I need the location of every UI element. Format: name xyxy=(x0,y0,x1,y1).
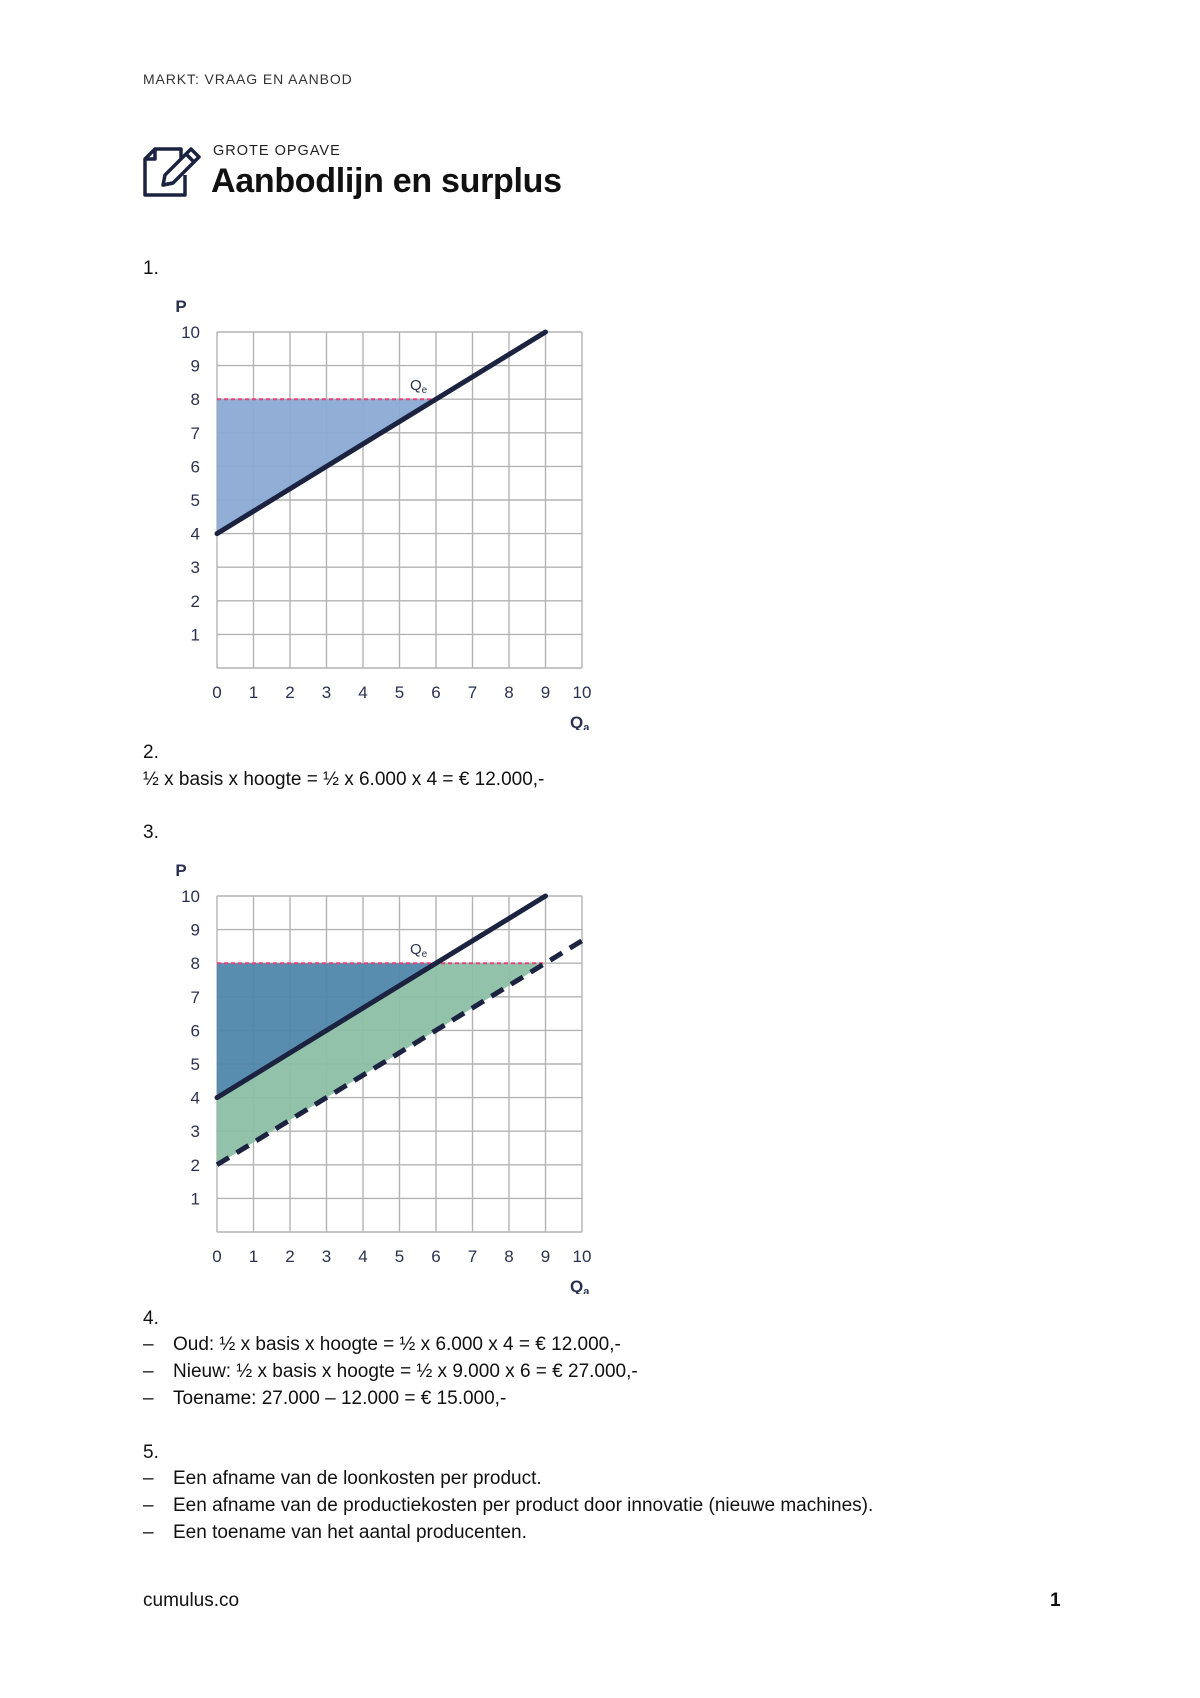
x-tick-label: 0 xyxy=(212,683,222,702)
question-5-list xyxy=(143,1465,873,1546)
y-tick-label: 10 xyxy=(181,887,200,906)
supply-chart-1 xyxy=(150,285,610,730)
x-tick-label: 8 xyxy=(504,683,514,702)
x-tick-label: 7 xyxy=(467,1247,478,1266)
y-tick-label: 3 xyxy=(190,1122,200,1142)
question-3-number: 3. xyxy=(143,822,159,843)
equilibrium-label: $Q_e$ xyxy=(410,941,428,961)
question-4-list xyxy=(143,1331,638,1412)
y-tick-label: 3 xyxy=(190,558,200,578)
y-axis-label: P xyxy=(175,297,187,316)
x-tick-label: 10 xyxy=(572,683,592,702)
y-tick-label: 10 xyxy=(181,323,200,342)
question-1-number: 1. xyxy=(143,258,159,279)
x-tick-label: 1 xyxy=(248,1247,259,1266)
x-axis-label-sub: a xyxy=(583,1286,590,1294)
y-tick-label: 4 xyxy=(190,524,200,544)
x-tick-label: 1 xyxy=(248,683,259,702)
list-item: – Een afname van de productiekosten per product door innovatie (nieuwe machines). xyxy=(143,1492,873,1519)
y-tick-label: 9 xyxy=(190,920,200,940)
list-item: – Een afname van de loonkosten per product. xyxy=(143,1465,873,1492)
x-tick-label: 4 xyxy=(358,1247,368,1266)
question-2-number: 2. xyxy=(143,742,159,763)
y-tick-label: 8 xyxy=(190,390,200,410)
x-tick-label: 6 xyxy=(431,1247,441,1266)
y-tick-label: 7 xyxy=(190,987,200,1007)
x-axis-label: Qa xyxy=(570,1277,590,1294)
y-tick-label: 1 xyxy=(190,1189,200,1209)
x-tick-label: 9 xyxy=(540,683,551,702)
equilibrium-label-sub: e xyxy=(421,385,428,397)
question-2-text: ½ x basis x hoogte = ½ x 6.000 x 4 = € 12.000,- xyxy=(143,769,545,790)
running-header: MARKT: VRAAG EN AANBOD xyxy=(143,71,353,87)
x-tick-label: 9 xyxy=(540,1247,551,1266)
x-axis-label-sub: a xyxy=(583,722,590,730)
equilibrium-label: $Q_e$ xyxy=(410,377,428,397)
y-tick-label: 2 xyxy=(190,1155,200,1175)
x-tick-label: 7 xyxy=(467,683,478,702)
y-tick-label: 5 xyxy=(190,1055,200,1074)
y-tick-label: 8 xyxy=(190,954,200,974)
x-tick-label: 6 xyxy=(431,683,441,702)
question-4-number: 4. xyxy=(143,1308,159,1329)
y-tick-label: 7 xyxy=(190,423,200,443)
y-tick-label: 6 xyxy=(190,1021,200,1041)
list-item: – Oud: ½ x basis x hoogte = ½ x 6.000 x 4 = € 12.000,- xyxy=(143,1331,638,1358)
list-item: – Nieuw: ½ x basis x hoogte = ½ x 9.000 x 6 = € 27.000,- xyxy=(143,1358,638,1385)
section-kicker: GROTE OPGAVE xyxy=(213,143,341,159)
page-number: 1 xyxy=(1050,1590,1061,1611)
x-tick-label: 3 xyxy=(321,683,332,702)
list-item: – Een toename van het aantal producenten. xyxy=(143,1519,873,1546)
y-tick-label: 9 xyxy=(190,356,200,376)
equilibrium-label-sub: e xyxy=(421,949,428,961)
x-tick-label: 4 xyxy=(358,683,368,702)
y-tick-label: 1 xyxy=(190,625,200,645)
y-axis-label: P xyxy=(175,861,187,880)
x-tick-label: 8 xyxy=(504,1247,514,1266)
question-5-number: 5. xyxy=(143,1442,159,1463)
y-tick-label: 5 xyxy=(190,491,200,510)
x-tick-label: 2 xyxy=(285,1247,295,1266)
x-axis-label: Qa xyxy=(570,713,590,730)
list-item: – Toename: 27.000 – 12.000 = € 15.000,- xyxy=(143,1385,638,1412)
x-tick-label: 5 xyxy=(394,683,405,702)
x-tick-label: 10 xyxy=(572,1247,592,1266)
x-tick-label: 0 xyxy=(212,1247,222,1266)
y-tick-label: 4 xyxy=(190,1088,200,1108)
supply-chart-2 xyxy=(150,849,610,1294)
x-tick-label: 5 xyxy=(394,1247,405,1266)
x-tick-label: 2 xyxy=(285,683,295,702)
y-tick-label: 2 xyxy=(190,591,200,611)
footer-site: cumulus.co xyxy=(143,1590,240,1611)
page-title: Aanbodlijn en surplus xyxy=(211,162,562,200)
pencil-paper-icon xyxy=(141,145,203,201)
x-tick-label: 3 xyxy=(321,1247,332,1266)
y-tick-label: 6 xyxy=(190,457,200,477)
